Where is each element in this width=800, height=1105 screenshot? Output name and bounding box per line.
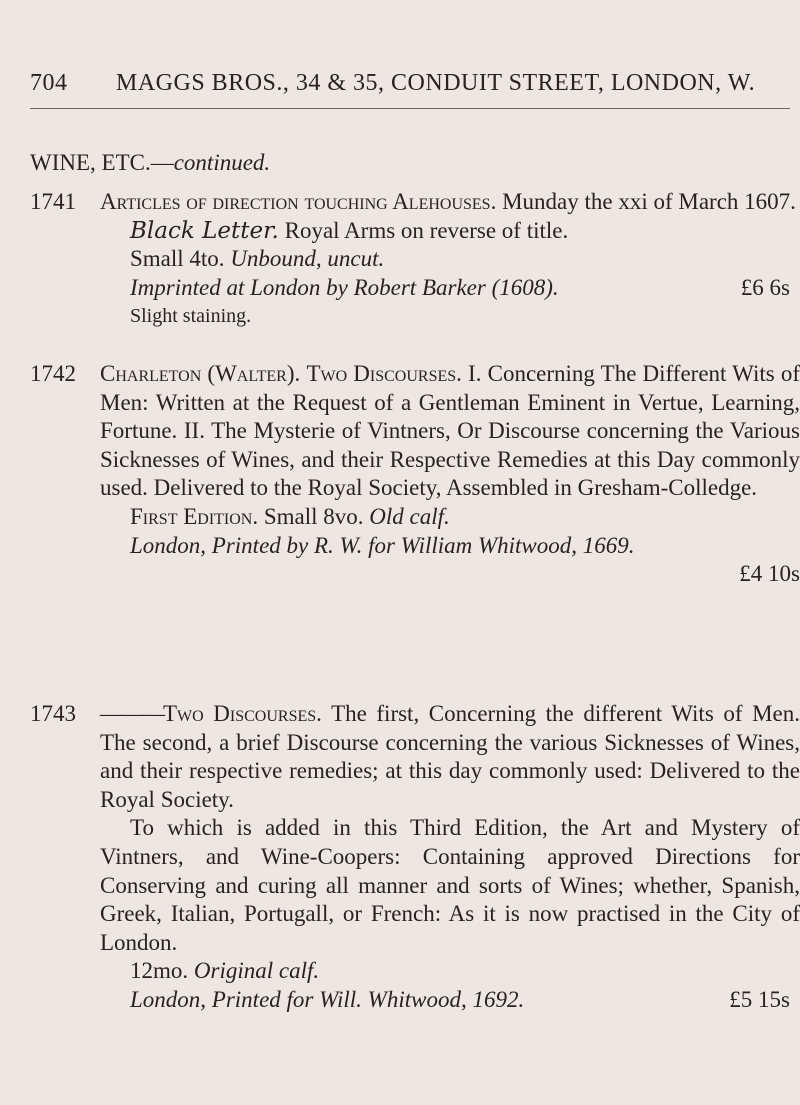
entry-note: Slight staining. — [130, 305, 252, 328]
entry-imprint: London, Printed by R. W. for William Whitwood, 1669. — [130, 532, 635, 558]
black-letter-label: Black Letter. — [130, 217, 279, 244]
running-title: MAGGS BROS., 34 & 35, CONDUIT STREET, LONDON, W. — [116, 70, 756, 96]
entry-title: Articles of direction touching Alehouses. — [100, 189, 497, 214]
entry-price: £6 6s — [740, 274, 790, 300]
entry-format: 12mo. — [130, 958, 194, 984]
entry-price: £5 15s — [729, 986, 790, 1012]
entry-edition: First Edition. — [130, 503, 259, 529]
entry-binding: Original calf. — [193, 958, 320, 984]
entry-body — [100, 188, 800, 331]
lot-number: 1743 — [30, 701, 76, 726]
lot-number: 1741 — [30, 189, 76, 214]
entry-detail: Royal Arms on reverse of title. — [278, 217, 569, 243]
entry-format: Small 8vo. — [258, 503, 370, 529]
section-continued: continued. — [173, 150, 271, 175]
entry-description: I. Concerning The Different Wits of Men: Written at the Request of a Gentleman Eminent in Vertue, Learning, Fortune. II. The Mysterie of Vintners, Or Discourse concerning the Various Sicknesses of Wines, and their Respective Remedies at this Day commonly used. Delivered to the Royal Society, Assembled in Gresham-Colledge. — [100, 361, 800, 501]
entry-author: Charleton (Walter). — [100, 361, 301, 386]
entry-binding: Unbound, uncut. — [230, 246, 385, 272]
running-header — [30, 70, 790, 97]
entry-addition: To which is added in this Third Edition, the Art and Mystery of Vintners, and Wine-Coopers: Containing approved Directions for Conserving and curing all manner and sorts of Wines; whether, Spanish, Greek, Italian, Portugall, or French: As it is now practised in the City of London. — [100, 815, 800, 955]
entry-title: Two Discourses. — [306, 361, 462, 386]
entry-imprint: Imprinted at London by Robert Barker (1608). — [130, 274, 559, 300]
header-rule — [30, 108, 790, 109]
entry-body — [100, 700, 800, 1015]
section-heading — [30, 150, 270, 176]
entry-title: Two Discourses. — [163, 701, 322, 726]
entry-title-rest: Munday the xxi of March 1607. — [496, 189, 796, 214]
lot-number: 1742 — [30, 361, 76, 386]
page-number: 704 — [30, 70, 68, 96]
entry-imprint: London, Printed for Will. Whitwood, 1692. — [130, 986, 525, 1012]
section-title: WINE, ETC.— — [30, 150, 174, 175]
entry-format: Small 4to. — [130, 246, 231, 272]
ditto-dash: ——— — [100, 701, 163, 726]
entry-description: The first, Concerning the different Wits of Men. The second, a brief Discourse concerning the various Sicknesses of Wines, and their respective remedies; at this day commonly used: Delivered to the Royal Society. — [100, 701, 800, 812]
entry-price: £4 10s — [739, 561, 800, 587]
entry-binding: Old calf. — [369, 503, 450, 529]
entry-body — [100, 360, 800, 589]
